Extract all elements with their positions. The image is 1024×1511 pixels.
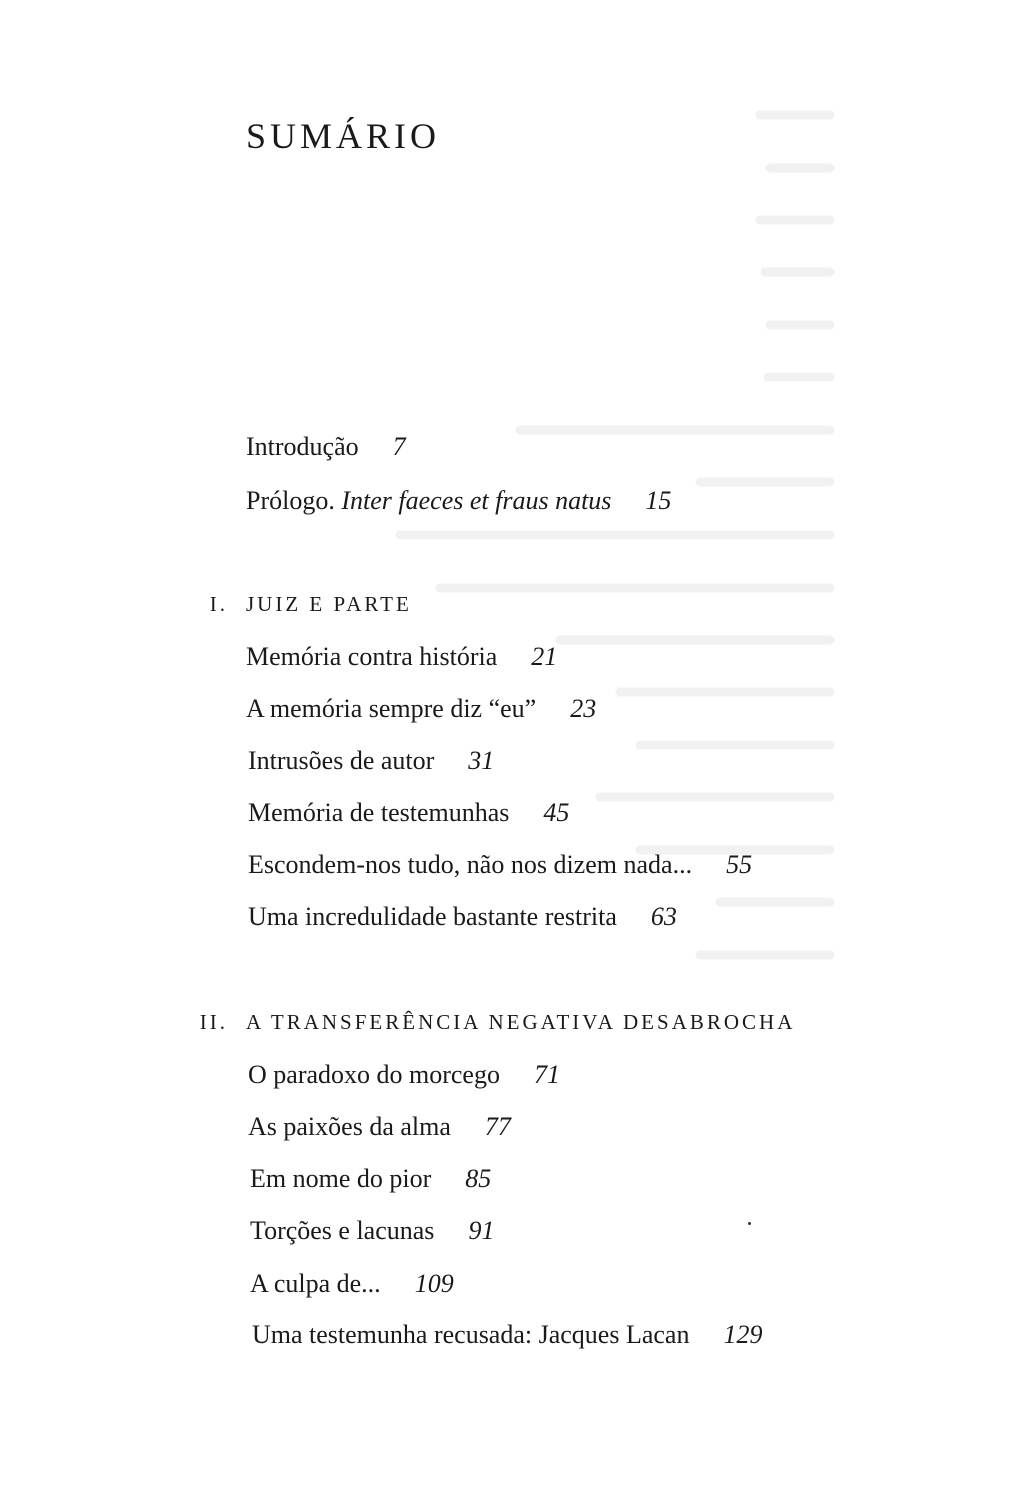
toc-entry-label: Intrusões de autor	[248, 746, 435, 775]
part-heading-2	[199, 1010, 796, 1034]
part-title: A TRANSFERÊNCIA NEGATIVA DESABROCHA	[246, 1010, 796, 1034]
toc-entry[interactable]	[250, 1218, 494, 1244]
toc-entry-page: 31	[468, 746, 495, 775]
part-heading-1	[209, 592, 412, 616]
toc-entry-label: Prólogo.	[246, 486, 342, 515]
toc-entry-label: Uma incredulidade bastante restrita	[248, 902, 617, 931]
toc-entry[interactable]	[248, 748, 494, 774]
toc-entry-label: Introdução	[246, 432, 359, 461]
toc-entry-label: Memória de testemunhas	[248, 798, 510, 827]
toc-entry[interactable]	[252, 1322, 762, 1348]
toc-entry[interactable]	[248, 1114, 511, 1140]
toc-entry-page: 23	[570, 694, 597, 723]
toc-entry-label: Uma testemunha recusada: Jacques Lacan	[252, 1320, 690, 1349]
toc-entry[interactable]	[248, 852, 752, 878]
toc-entry-page: 63	[650, 902, 677, 931]
toc-entry-label-italic: Inter faeces et fraus natus	[341, 486, 612, 515]
toc-entry-page: 109	[414, 1269, 454, 1298]
toc-entry-page: 129	[723, 1320, 763, 1349]
toc-entry-label: As paixões da alma	[248, 1112, 451, 1141]
toc-entry-page: 15	[645, 486, 672, 515]
toc-entry[interactable]	[248, 904, 677, 930]
part-number: I.	[209, 592, 228, 616]
toc-entry-page: 7	[392, 432, 406, 461]
toc-entry[interactable]	[248, 1062, 560, 1088]
toc-entry-label: Memória contra história	[246, 642, 498, 671]
paper-speck	[748, 1222, 751, 1225]
part-title: JUIZ E PARTE	[246, 592, 412, 616]
toc-entry[interactable]	[246, 644, 557, 670]
toc-entry[interactable]	[246, 696, 596, 722]
toc-entry-label: Torções e lacunas	[250, 1216, 435, 1245]
toc-entry-prologo[interactable]	[246, 488, 671, 514]
toc-entry-page: 45	[543, 798, 570, 827]
toc-entry-page: 55	[726, 850, 753, 879]
toc-entry-label: O paradoxo do morcego	[248, 1060, 500, 1089]
toc-entry-page: 77	[484, 1112, 511, 1141]
toc-entry-page: 71	[533, 1060, 560, 1089]
page-title: SUMÁRIO	[246, 116, 441, 156]
toc-entry[interactable]	[250, 1166, 491, 1192]
toc-entry-label: Escondem-nos tudo, não nos dizem nada...	[248, 850, 693, 879]
toc-entry-label: A culpa de...	[250, 1269, 381, 1298]
toc-entry-label: A memória sempre diz “eu”	[246, 694, 537, 723]
toc-entry-introducao[interactable]	[246, 434, 406, 460]
toc-entry[interactable]	[248, 800, 569, 826]
toc-entry-page: 91	[468, 1216, 495, 1245]
toc-entry-page: 85	[465, 1164, 492, 1193]
toc-entry-page: 21	[531, 642, 558, 671]
toc-entry-label: Em nome do pior	[250, 1164, 432, 1193]
toc-entry[interactable]	[250, 1271, 454, 1297]
part-number: II.	[199, 1010, 228, 1034]
